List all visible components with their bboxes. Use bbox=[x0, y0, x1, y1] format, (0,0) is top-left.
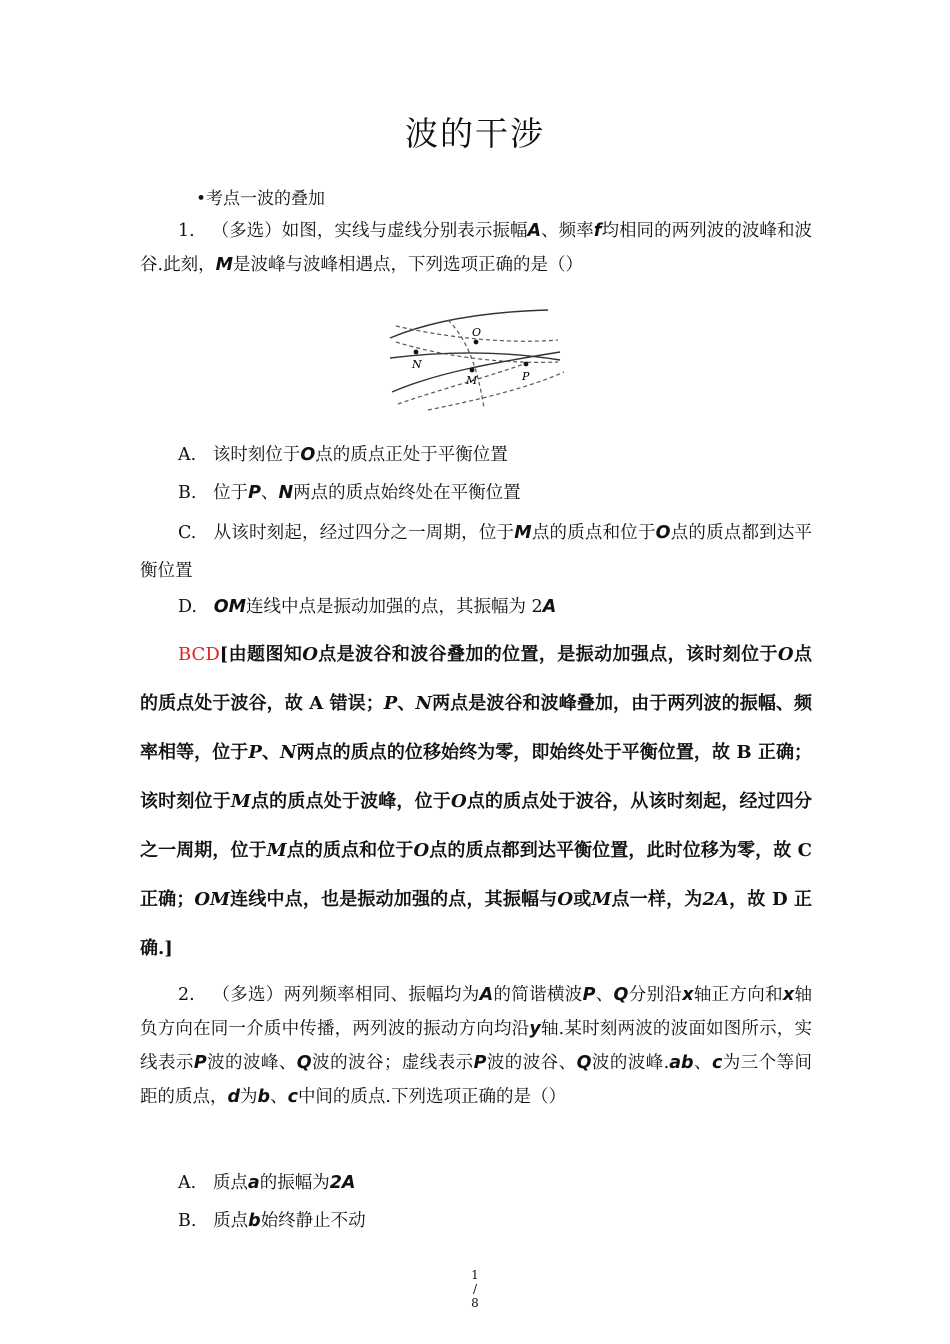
question-1-option-d: D. OM连线中点是振动加强的点，其振幅为 2A bbox=[178, 597, 557, 617]
question-2-option-a: A. 质点a的振幅为2A bbox=[178, 1173, 356, 1193]
page-number: 1 / 8 bbox=[471, 1268, 479, 1310]
point-n bbox=[414, 350, 419, 355]
page-title: 波的干涉 bbox=[405, 114, 545, 153]
question-1-stem: 1. （多选）如图，实线与虚线分别表示振幅A、频率f均相同的两列波的波峰和波谷.此刻，M是波峰与波峰相遇点，下列选项正确的是（） bbox=[140, 221, 813, 275]
question-1-answer: BCD[由题图知O点是波谷和波谷叠加的位置，是振动加强点，该时刻位于O点的质点处于波谷，故 A 错误；P、N两点是波谷和波峰叠加，由于两列波的振幅、频率相等，位于P、N两点的质点的位移始终为零，即始终处于平衡位置，故 B 正确；该时刻位于M点的质点处于波峰，位于O点的质点处于波谷，从该时刻起，经过四分之一周期，位于M点的质点和位于O点的质点都到达平衡位置，此时位移为零，故 C 正确；OM连线中点，也是振动加强的点，其振幅与O或M点一样，为2A，故 D 正确.] bbox=[140, 644, 813, 959]
section-heading: •考点一波的叠加 bbox=[196, 189, 326, 209]
point-m bbox=[470, 368, 475, 373]
question-1-option-b: B. 位于P、N两点的质点始终处在平衡位置 bbox=[178, 483, 521, 503]
label-p: P bbox=[522, 370, 530, 383]
label-m: M bbox=[466, 374, 478, 387]
question-1-option-a: A. 该时刻位于O点的质点正处于平衡位置 bbox=[178, 445, 508, 465]
question-2-option-b: B. 质点b始终静止不动 bbox=[178, 1211, 366, 1231]
label-n: N bbox=[412, 358, 422, 371]
answer-key: BCD bbox=[178, 644, 220, 665]
point-p bbox=[524, 362, 529, 367]
question-2-stem: 2. （多选）两列频率相同、振幅均为A的简谐横波P、Q分别沿x轴正方向和x轴负方向在同一介质中传播，两列波的振动方向均沿y轴.某时刻两波的波面如图所示，实线表示P波的波峰、Q波的波谷；虚线表示P波的波谷、Q波的波峰.ab、c为三个等间距的质点，d为b、c中间的质点.下列选项正确的是（） bbox=[140, 985, 813, 1107]
wave-interference-figure bbox=[388, 300, 568, 420]
label-o: O bbox=[472, 326, 482, 339]
point-o bbox=[474, 340, 479, 345]
question-1-option-c: C. 从该时刻起，经过四分之一周期，位于M点的质点和位于O点的质点都到达平衡位置 bbox=[140, 523, 813, 581]
